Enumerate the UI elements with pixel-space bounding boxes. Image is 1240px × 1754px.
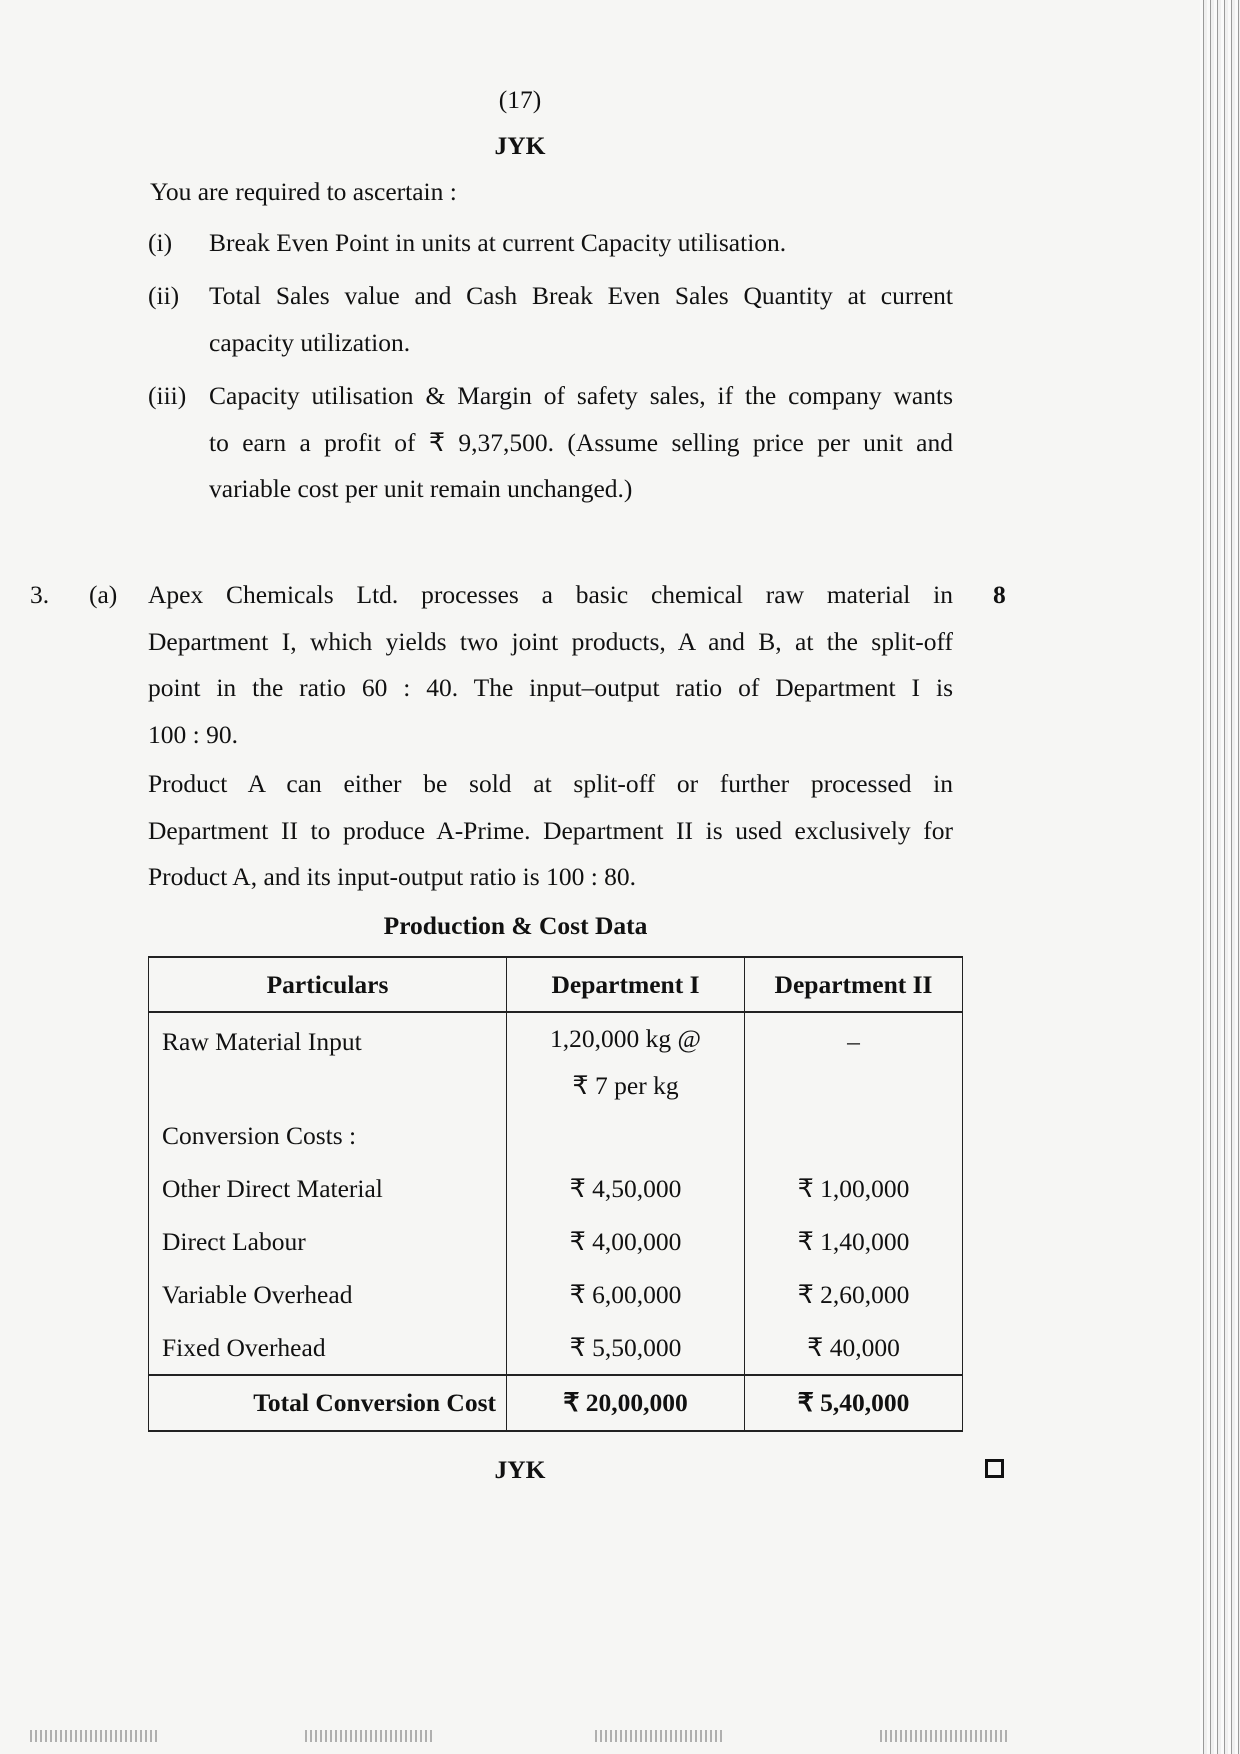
raw-material-label: Raw Material Input [149, 1012, 507, 1109]
req-text-1: Break Even Point in units at current Capacity utilisation. [209, 228, 787, 257]
req-label-1: (i) [148, 228, 173, 257]
scan-artifact [30, 1730, 160, 1742]
req-text-2: Total Sales value and Cash Break Even Sales Quantity at current capacity utilization. [209, 281, 953, 357]
total-row [149, 1375, 963, 1431]
total-dept1: ₹ 20,00,000 [507, 1375, 745, 1431]
end-square-icon [985, 1459, 1004, 1478]
scan-artifact [595, 1730, 725, 1742]
req-label-3: (iii) [148, 381, 187, 410]
table-row [149, 1109, 963, 1162]
row-label: Direct Labour [149, 1215, 507, 1268]
row-label: Fixed Overhead [149, 1321, 507, 1375]
page-stack-edge [1200, 0, 1240, 1754]
total-dept2: ₹ 5,40,000 [745, 1375, 963, 1431]
raw-material-dept1: 1,20,000 kg @ ₹ 7 per kg [507, 1012, 745, 1109]
conversion-costs-heading: Conversion Costs : [149, 1109, 507, 1162]
table-title: Production & Cost Data [383, 911, 648, 940]
row-dept2: ₹ 1,00,000 [745, 1162, 963, 1215]
table-row [149, 1162, 963, 1215]
req-text-3: Capacity utilisation & Margin of safety sales, if the company wants to earn a profit of ₹ 9,37,500. (Assume selling price per unit and variable cost per unit remain unchanged.) [209, 381, 953, 504]
row-dept1: ₹ 5,50,000 [507, 1321, 745, 1375]
question-part: (a) [89, 580, 118, 609]
page-number: (17) [498, 85, 542, 114]
table-row [149, 1012, 963, 1109]
question-paragraph-1: Apex Chemicals Ltd. processes a basic chemical raw material in Department I, which yields two joint products, A and B, at the split-off point in the ratio 60 : 40. The input–output ratio of Department I is 100 : 90. [148, 580, 953, 750]
total-label: Total Conversion Cost [149, 1375, 507, 1431]
row-dept1: ₹ 4,00,000 [507, 1215, 745, 1268]
question-number: 3. [30, 580, 50, 609]
req-label-2: (ii) [148, 281, 180, 310]
intro-text: You are required to ascertain : [150, 177, 457, 206]
footer-code: JYK [494, 1455, 546, 1484]
row-dept2: ₹ 40,000 [745, 1321, 963, 1375]
row-dept1: ₹ 4,50,000 [507, 1162, 745, 1215]
production-cost-table [148, 956, 963, 1432]
row-dept1: ₹ 6,00,000 [507, 1268, 745, 1321]
header-department-1: Department I [507, 957, 745, 1012]
header-department-2: Department II [745, 957, 963, 1012]
scan-artifact [880, 1730, 1010, 1742]
row-dept2: ₹ 2,60,000 [745, 1268, 963, 1321]
raw-material-dept2: – [745, 1012, 963, 1109]
question-marks: 8 [993, 580, 1006, 609]
row-label: Other Direct Material [149, 1162, 507, 1215]
header-particulars: Particulars [149, 957, 507, 1012]
table-row [149, 1321, 963, 1375]
table-header-row [149, 957, 963, 1012]
scan-artifact [305, 1730, 435, 1742]
table-row [149, 1268, 963, 1321]
table-row [149, 1215, 963, 1268]
row-dept2: ₹ 1,40,000 [745, 1215, 963, 1268]
row-label: Variable Overhead [149, 1268, 507, 1321]
question-paragraph-2: Product A can either be sold at split-off or further processed in Department II to produce A-Prime. Department II is used exclusively for Product A, and its input-output ratio is 100 : 80. [148, 769, 953, 892]
header-code: JYK [494, 131, 546, 160]
